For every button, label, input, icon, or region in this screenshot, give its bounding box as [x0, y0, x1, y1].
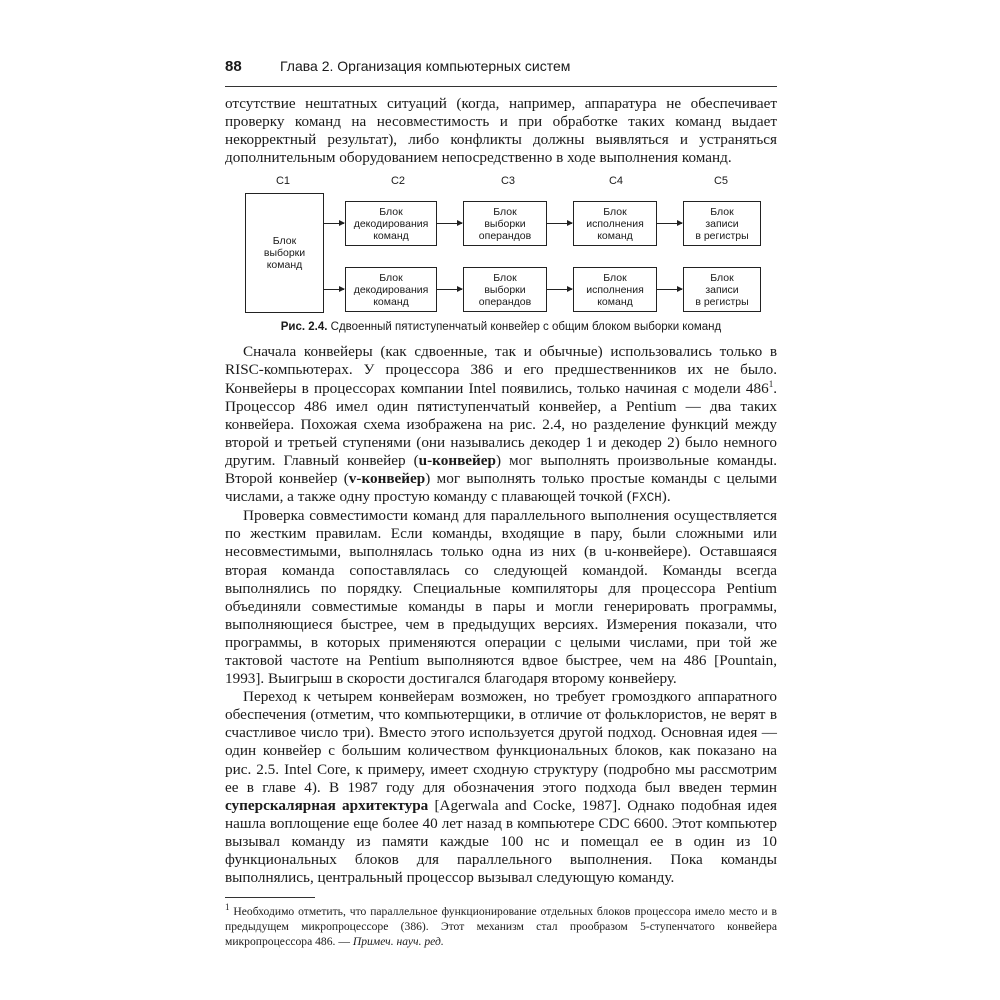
- stage-label-c2: C2: [390, 175, 406, 188]
- box-line: Блок: [379, 271, 403, 284]
- arrow: [437, 223, 462, 224]
- term-superscalar: суперскалярная архитектура: [225, 796, 429, 814]
- body-text-bottom: [225, 343, 777, 887]
- decode-block-top: [345, 201, 437, 246]
- box-line: в регистры: [695, 229, 749, 242]
- footnote-reference[interactable]: 1: [768, 378, 774, 389]
- term-v-pipeline: v-конвейер: [348, 470, 426, 488]
- editor-note: Примеч. науч. ред.: [352, 935, 444, 949]
- arrow: [547, 289, 572, 290]
- caption-text: Сдвоенный пятиступенчатый конвейер с общим блоком выборки команд: [327, 321, 722, 334]
- stage-label-c5: C5: [713, 175, 729, 188]
- body-text-top: [225, 95, 777, 167]
- footnote-rule: [225, 897, 315, 898]
- text-run: ) мог выполнять только простые команды с целыми числами, а также одну простую команду с плавающей точкой (: [225, 470, 778, 506]
- text-run: ).: [661, 488, 671, 506]
- box-line: исполнения: [586, 217, 644, 230]
- pipeline-diagram: [225, 193, 777, 313]
- box-line: команд: [373, 229, 409, 242]
- box-line: исполнения: [586, 283, 644, 296]
- arrow: [324, 223, 344, 224]
- box-line: Блок: [603, 271, 627, 284]
- box-line: команд: [597, 229, 633, 242]
- arrow: [657, 223, 682, 224]
- fetch-block-line: выборки: [263, 247, 306, 260]
- box-line: Блок: [710, 205, 734, 218]
- operand-fetch-block-top: [463, 201, 547, 246]
- text-run: Переход к четырем конвейерам возможен, но требует громоздкого аппаратного обеспечения (отметим, что компьютерщики, в отличие от фольклористов, не верят в счастливое число три). Вместо этого используется другой подход. Основная идея — один конвейер с большим количеством функциональных блоков, как показано на рис. 2.5. Intel Core, к примеру, имеет сходную структуру (подробно мы рассмотрим ее в главе 4). В 1987 году для обозначения этого подхода был введен термин: [225, 688, 777, 796]
- text-run: Сначала конвейеры (как сдвоенные, так и обычные) использовались только в RISC-компьютерах. У процессора 386 и его предшественников их не было. Конвейеры в процессорах компании Intel появились, только начиная с модели 486: [225, 343, 777, 397]
- writeback-block-top: [683, 201, 761, 246]
- stage-labels: [225, 175, 777, 189]
- box-line: операндов: [478, 295, 532, 308]
- arrow: [437, 289, 462, 290]
- arrow: [657, 289, 682, 290]
- text-run: ) мог выполнять произвольные команды. Второй конвейер (: [225, 451, 777, 488]
- stage-label-c3: C3: [500, 175, 516, 188]
- page-number: 88: [225, 58, 242, 75]
- footnote: [225, 904, 777, 949]
- decode-block-bottom: [345, 267, 437, 312]
- chapter-title: Глава 2. Организация компьютерных систем: [280, 58, 571, 74]
- code-fxch: FXCH: [631, 491, 662, 506]
- arrow: [547, 223, 572, 224]
- box-line: команд: [597, 295, 633, 308]
- fetch-block-line: Блок: [272, 235, 297, 248]
- execute-block-bottom: [573, 267, 657, 312]
- paragraph: Проверка совместимости команд для параллельного выполнения осуществляется по жестким правилам. Если команды, входящие в пару, были сложными или несовместимыми, выполнялась только одна из них (в u-конвейере). Оставшаяся вторая команда сопоставлялась со следующей командой. Команды всегда выполнялись по порядку. Специальные компиляторы для процессора Pentium объединяли совместимые команды в пары и могли генерировать программы, выполняющиеся быстрее, чем в предыдущих версиях. Измерения показали, что программы, в которых применяются операции с целыми числами, при той же тактовой частоте на Pentium выполняются вдвое быстрее, чем на 486 [Pountain, 1993]. Выигрыш в скорости достигался благодаря второму конвейеру.: [225, 507, 777, 688]
- header-rule: [225, 86, 777, 87]
- book-page: [225, 58, 777, 949]
- footnote-mark: 1: [225, 902, 230, 913]
- fetch-block: [245, 193, 324, 313]
- stage-label-c1: C1: [275, 175, 291, 188]
- term-u-pipeline: u-конвейер: [418, 451, 496, 469]
- intro-paragraph: отсутствие нештатных ситуаций (когда, например, аппаратура не обеспечивает проверку команд на несовместимость и при обработке таких команд выдает некорректный результат), либо конфликты должны выявляться и устраняться дополнительным оборудованием непосредственно в ходе выполнения команд.: [225, 95, 777, 167]
- box-line: записи: [705, 283, 739, 296]
- text-run: [Agerwala and Cocke, 1987]. Однако подобная идея нашла воплощение еще более 40 лет назад в компьютере CDC 6600. Этот компьютер вызывал команду из памяти каждые 100 нс и помещал ее в один из 10 функциональных блоков для параллельного выполнения. Пока команды выполнялись, центральный процессор вызывал следующую команду.: [225, 796, 777, 887]
- box-line: Блок: [493, 205, 517, 218]
- box-line: выборки: [484, 217, 526, 230]
- caption-label: Рис. 2.4.: [280, 321, 328, 334]
- paragraph: [225, 343, 777, 507]
- box-line: выборки: [484, 283, 526, 296]
- running-header: [225, 58, 777, 82]
- execute-block-top: [573, 201, 657, 246]
- writeback-block-bottom: [683, 267, 761, 312]
- footnote-text: Необходимо отметить, что параллельное функционирование отдельных блоков процессора имело место и в предыдущем микропроцессоре (386). Этот механизм стал прообразом 5-ступенчатого конвейера микропроцессора 486. —: [225, 905, 777, 949]
- box-line: Блок: [493, 271, 517, 284]
- arrow: [324, 289, 344, 290]
- text-run: . Процессор 486 имел один пятиступенчатый конвейер, а Pentium — два таких конвейера. Похожая схема изображена на рис. 2.4, но разделение функций между второй и третьей ступенями (они назывались декодер 1 и декодер 2) было немного другим. Главный конвейер (: [225, 379, 777, 469]
- box-line: операндов: [478, 229, 532, 242]
- box-line: Блок: [710, 271, 734, 284]
- box-line: декодирования: [353, 283, 429, 296]
- figure-2-4: [225, 175, 777, 333]
- stage-label-c4: C4: [608, 175, 624, 188]
- paragraph: [225, 688, 777, 887]
- operand-fetch-block-bottom: [463, 267, 547, 312]
- figure-caption: [225, 321, 777, 333]
- box-line: записи: [705, 217, 739, 230]
- box-line: декодирования: [353, 217, 429, 230]
- box-line: в регистры: [695, 295, 749, 308]
- box-line: Блок: [603, 205, 627, 218]
- box-line: команд: [373, 295, 409, 308]
- fetch-block-line: команд: [266, 259, 303, 272]
- box-line: Блок: [379, 205, 403, 218]
